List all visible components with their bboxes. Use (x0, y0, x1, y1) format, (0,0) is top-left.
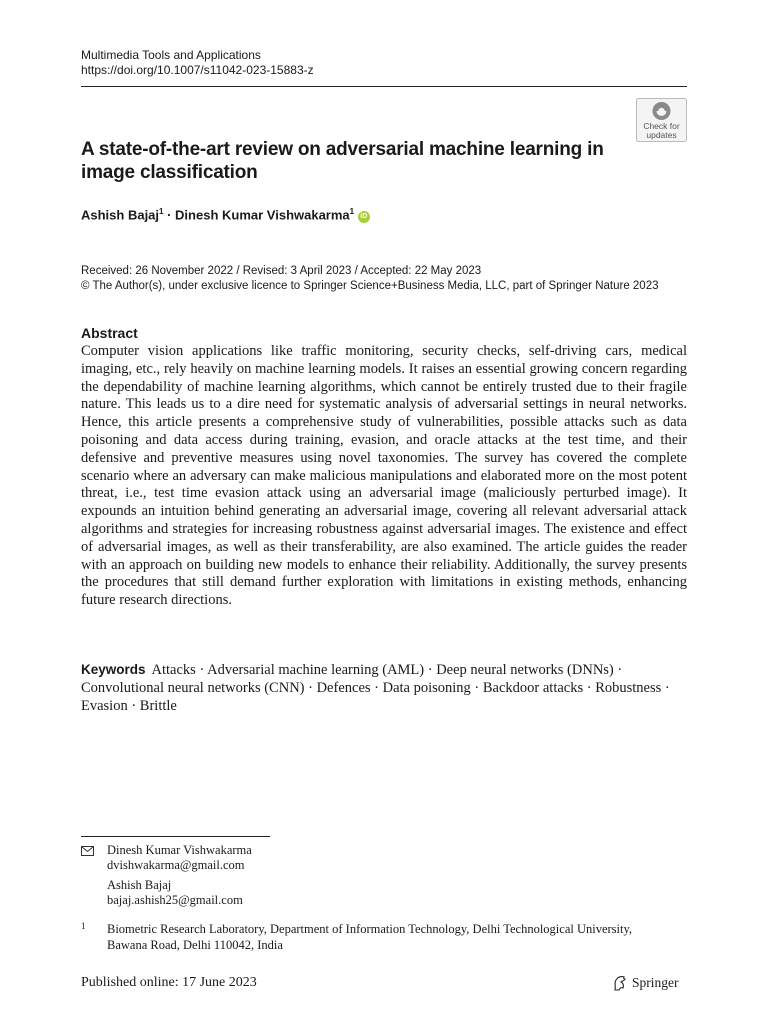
author-2: Dinesh Kumar Vishwakarma (175, 207, 350, 223)
keywords-list: Attacks · Adversarial machine learning (AML) · Deep neural networks (DNNs) · Convolutional neural networks (CNN) · Defences · Data poisoning · Backdoor attacks · Robustness · Evasion · Brittle (81, 662, 670, 714)
badge-line1: Check for (643, 121, 680, 131)
contact-1-email[interactable]: dvishwakarma@gmail.com (107, 858, 245, 872)
doi-link[interactable]: https://doi.org/10.1007/s11042-023-15883-z (81, 63, 314, 77)
springer-horse-icon (612, 974, 628, 992)
dates-line: Received: 26 November 2022 / Revised: 3 April 2023 / Accepted: 22 May 2023 (81, 265, 482, 277)
author-separator: · (163, 207, 176, 223)
published-online: Published online: 17 June 2023 (81, 975, 257, 990)
contact-2-name: Ashish Bajaj (107, 878, 172, 892)
badge-line2: updates (646, 130, 677, 140)
envelope-icon (81, 846, 94, 856)
orcid-icon[interactable]: iD (358, 211, 370, 223)
springer-logo (612, 974, 679, 992)
keywords-label: Keywords (81, 662, 146, 677)
abstract-heading: Abstract (81, 325, 138, 341)
contact-1-name: Dinesh Kumar Vishwakarma (107, 843, 252, 857)
keywords-block (81, 661, 681, 715)
affiliation-number: 1 (81, 921, 86, 931)
footnote-rule (81, 836, 270, 837)
affiliation-text: Biometric Research Laboratory, Department of Information Technology, Delhi Technological University, Bawana Road, Delhi 110042, India (107, 922, 633, 952)
check-for-updates-badge[interactable] (636, 98, 687, 142)
author-1-affiliation: 1 (159, 207, 164, 216)
contact-2-email[interactable]: bajaj.ashish25@gmail.com (107, 893, 243, 907)
author-2-affiliation: 1 (349, 207, 355, 216)
publisher-name: Springer (632, 975, 679, 990)
copyright-line: © The Author(s), under exclusive licence to Springer Science+Business Media, LLC, part of Springer Nature 2023 (81, 280, 659, 292)
author-line (81, 207, 370, 223)
author-1: Ashish Bajaj (81, 207, 160, 223)
journal-name: Multimedia Tools and Applications (81, 48, 261, 62)
publication-history (81, 264, 659, 294)
abstract-text: Computer vision applications like traffic monitoring, security checks, self-driving cars, medical imaging, etc., rely heavily on machine learning models. It raises an essential growing concern regarding the dependability of machine learning algorithms, which cannot be entirely trusted due to their fragile nature. This leads us to a dire need for systematic analysis of adversarial settings in neural networks. Hence, this article presents a comprehensive study of vulnerabilities, possible attacks such as data poisoning and data access during training, evasion, and oracle attacks at the test time, and their defensive and preventive measures using novel taxonomies. The survey has covered the complete scenario where an adversary can make malicious manipulations and elaborated more on the most potent threat, i.e., test time evasion attack using an adversarial image (maliciously perturbed image). It expounds an intuition behind generating an adversarial image, covering all relevant adversarial attack algorithms and strategies for increasing robustness against adversarial images. The existence and effect of adversarial images, as well as their transferability, are also examined. The article guides the reader with an approach on building new models to enhance their reliability. Additionally, the survey presents the procedures that still demand further exploration with limitations in existing methods, enhancing future research directions. (81, 343, 687, 609)
header-rule (81, 86, 687, 87)
journal-header (81, 48, 314, 78)
paper-title: A state-of-the-art review on adversarial machine learning in image classification (81, 139, 604, 183)
